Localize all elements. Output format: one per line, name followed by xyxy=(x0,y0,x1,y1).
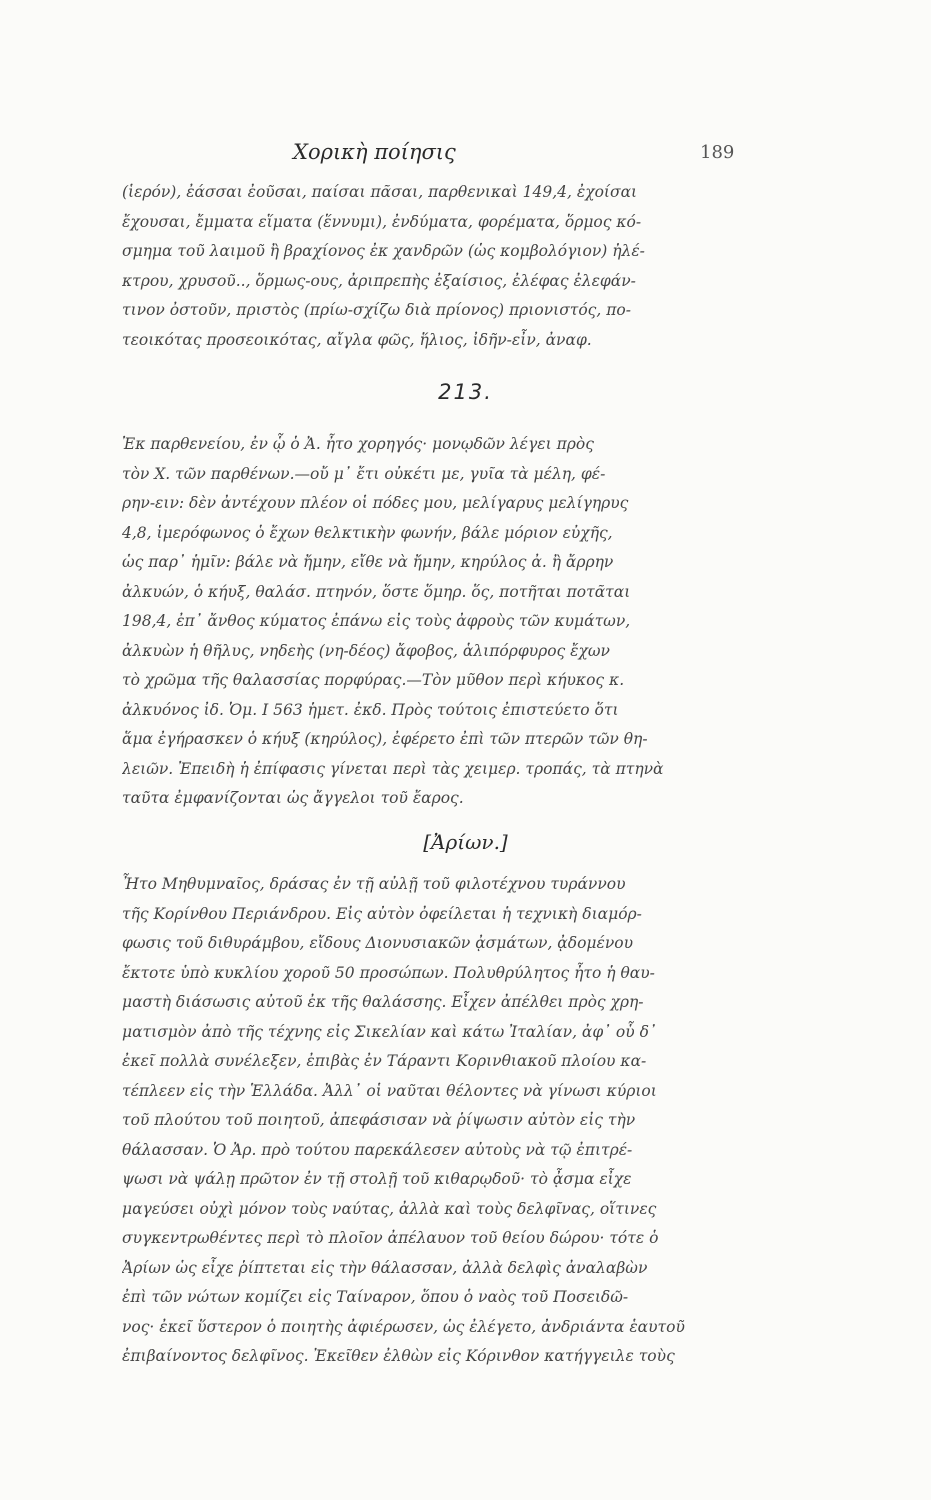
text-line: σμημα τοῦ λαιμοῦ ἢ βραχίονος ἐκ χανδρῶν (ὡς κομβολόγιον) ἠλέ- xyxy=(122,242,645,260)
text-line: συγκεντρωθέντες περὶ τὸ πλοῖον ἀπέλαυον τοῦ θείου δώρου· τότε ὁ xyxy=(122,1229,659,1247)
page-number: 189 xyxy=(700,142,735,163)
text-line: νος· ἐκεῖ ὕστερον ὁ ποιητὴς ἀφιέρωσεν, ὡς ἐλέγετο, ἀνδριάντα ἑαυτοῦ xyxy=(122,1317,685,1336)
text-line: 4,8, ἱμερόφωνος ὁ ἔχων θελκτικὴν φωνήν, βάλε μόριον εὐχῆς, xyxy=(122,523,613,542)
text-line: Ἐκ παρθενείου, ἐν ᾧ ὁ Ἀ. ἦτο χορηγός· μονῳδῶν λέγει πρὸς xyxy=(122,435,594,453)
text-line: ἔκτοτε ὑπὸ κυκλίου χοροῦ 50 προσώπων. Πολυθρύλητος ἦτο ἡ θαυ- xyxy=(122,963,655,982)
text-line: μαστὴ διάσωσις αὐτοῦ ἐκ τῆς θαλάσσης. Εἶχεν ἀπέλθει πρὸς χρη- xyxy=(122,993,644,1011)
text-line: λειῶν. Ἐπειδὴ ἡ ἐπίφασις γίνεται περὶ τὰς χειμερ. τροπάς, τὰ πτηνὰ xyxy=(122,759,664,778)
text-line: κτρου, χρυσοῦ.., ὅρμως-ους, ἀριπρεπὴς ἐξαίσιος, ἐλέφας ἐλεφάν- xyxy=(122,271,636,290)
biography-block xyxy=(122,870,742,1372)
text-line: ἐπιβαίνοντος δελφῖνος. Ἐκεῖθεν ἐλθὼν εἰς Κόρινθον κατήγγειλε τοὺς xyxy=(122,1347,675,1365)
commentary-block xyxy=(122,430,742,814)
text-line: μαγεύσει οὐχὶ μόνον τοὺς ναύτας, ἀλλὰ καὶ τοὺς δελφῖνας, οἵτινες xyxy=(122,1199,657,1218)
subsection-title: [Ἀρίων.] xyxy=(423,830,508,854)
text-line: ἅμα ἐγήρασκεν ὁ κήυξ (κηρύλος), ἐφέρετο ἐπὶ τῶν πτερῶν τῶν θη- xyxy=(122,730,648,748)
page-header xyxy=(0,140,931,170)
text-line: τέπλεεν εἰς τὴν Ἑλλάδα. Ἀλλ᾽ οἱ ναῦται θέλοντες νὰ γίνωσι κύριοι xyxy=(122,1081,657,1100)
text-line: ρην-ειν: δὲν ἀντέχουν πλέον οἱ πόδες μου, μελίγαρυς μελίγηρυς xyxy=(122,494,629,512)
text-line: ἀλκυὼν ἡ θῆλυς, νηδεὴς (νη-δέος) ἄφοβος, ἁλιπόρφυρος ἔχων xyxy=(122,641,610,660)
text-line: ψωσι νὰ ψάλῃ πρῶτον ἐν τῇ στολῇ τοῦ κιθαρῳδοῦ· τὸ ᾆσμα εἶχε xyxy=(122,1170,632,1188)
text-line: ματισμὸν ἀπὸ τῆς τέχνης εἰς Σικελίαν καὶ κάτω Ἰταλίαν, ἀφ᾽ οὗ δ᾽ xyxy=(122,1022,657,1041)
text-line: φωσις τοῦ διθυράμβου, εἴδους Διονυσιακῶν ᾀσμάτων, ᾀδομένου xyxy=(122,934,633,952)
running-title: Χορικὴ ποίησις xyxy=(293,140,456,164)
text-line: τῆς Κορίνθου Περιάνδρου. Εἰς αὐτὸν ὀφείλεται ἡ τεχνικὴ διαμόρ- xyxy=(122,904,642,923)
text-line: ἀλκυόνος ἰδ. Ὁμ. Ι 563 ἡμετ. ἐκδ. Πρὸς τούτοις ἐπιστεύετο ὅτι xyxy=(122,700,619,719)
section-number: 213. xyxy=(438,380,493,404)
text-line: τὸν Χ. τῶν παρθένων.—οὔ μ᾽ ἔτι οὐκέτι με, γυῖα τὰ μέλη, φέ- xyxy=(122,464,606,483)
glossary-block xyxy=(122,178,742,355)
text-line: τὸ χρῶμα τῆς θαλασσίας πορφύρας.—Τὸν μῦθον περὶ κήυκος κ. xyxy=(122,671,625,689)
text-line: τεοικότας προσεοικότας, αἴγλα φῶς, ἥλιος, ἰδῆν-εἶν, ἀναφ. xyxy=(122,330,592,349)
text-line: θάλασσαν. Ὁ Ἀρ. πρὸ τούτου παρεκάλεσεν αὐτοὺς νὰ τῷ ἐπιτρέ- xyxy=(122,1140,633,1159)
text-line: Ἀρίων ὡς εἶχε ῥίπτεται εἰς τὴν θάλασσαν, ἀλλὰ δελφὶς ἀναλαβὼν xyxy=(122,1258,648,1277)
text-line: τοῦ πλούτου τοῦ ποιητοῦ, ἀπεφάσισαν νὰ ῥίψωσιν αὐτὸν εἰς τὴν xyxy=(122,1111,636,1129)
text-line: τινον ὀστοῦν, πριστὸς (πρίω-σχίζω διὰ πρίονος) πριονιστός, πο- xyxy=(122,301,631,319)
text-line: ταῦτα ἐμφανίζονται ὡς ἄγγελοι τοῦ ἔαρος. xyxy=(122,789,464,807)
text-line: (ἱερόν), ἐάσσαι ἐοῦσαι, παίσαι πᾶσαι, παρθενικαὶ 149,4, ἐχοίσαι xyxy=(122,183,638,201)
text-line: ἀλκυών, ὁ κήυξ, θαλάσ. πτηνόν, ὅστε ὅμηρ. ὅς, ποτῆται ποτᾶται xyxy=(122,582,631,601)
text-line: ἔχουσαι, ἔμματα εἵματα (ἕννυμι), ἐνδύματα, φορέματα, ὅρμος κό- xyxy=(122,212,642,231)
text-line: ἐκεῖ πολλὰ συνέλεξεν, ἐπιβὰς ἐν Τάραντι Κορινθιακοῦ πλοίου κα- xyxy=(122,1052,647,1070)
text-line: Ἦτο Μηθυμναῖος, δράσας ἐν τῇ αὐλῇ τοῦ φιλοτέχνου τυράννου xyxy=(122,875,626,893)
text-line: 198,4, ἐπ᾽ ἄνθος κύματος ἐπάνω εἰς τοὺς ἀφροὺς τῶν κυμάτων, xyxy=(122,612,631,630)
text-line: ὡς παρ᾽ ἡμῖν: βάλε νὰ ἤμην, εἴθε νὰ ἤμην, κηρύλος ἀ. ἢ ἄρρην xyxy=(122,553,614,571)
text-line: ἐπὶ τῶν νώτων κομίζει εἰς Ταίναρον, ὅπου ὁ ναὸς τοῦ Ποσειδῶ- xyxy=(122,1288,629,1306)
